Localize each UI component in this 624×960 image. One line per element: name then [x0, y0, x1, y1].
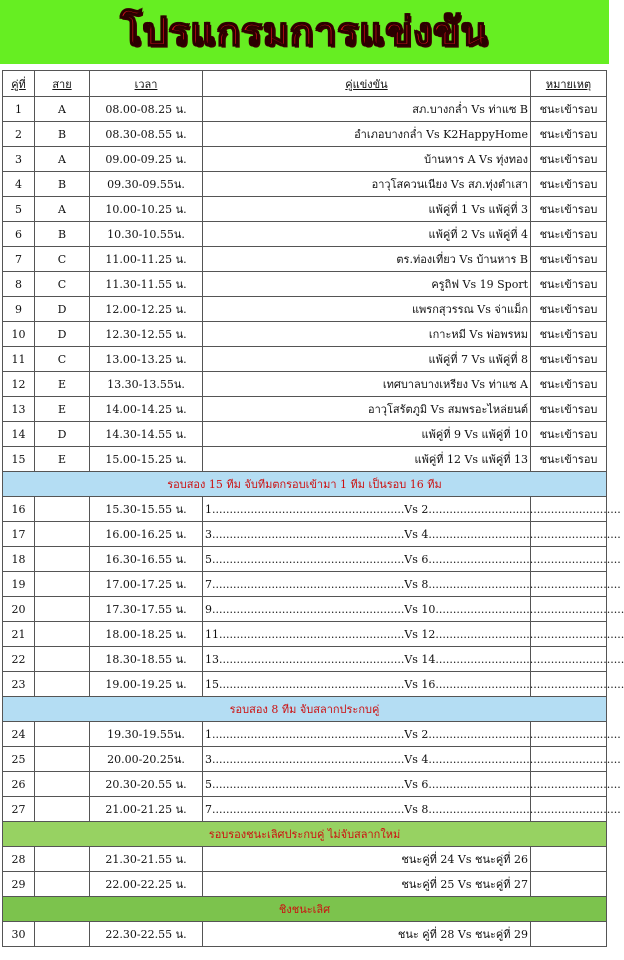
match-number: 14: [3, 422, 35, 447]
time-cell: 19.00-19.25 น.: [90, 672, 203, 697]
table-row: [3, 347, 607, 372]
note-cell: [531, 872, 607, 897]
match-number: 6: [3, 222, 35, 247]
group-cell: E: [35, 372, 90, 397]
table-row: [3, 397, 607, 422]
table-row: [3, 647, 607, 672]
time-cell: 14.30-14.55 น.: [90, 422, 203, 447]
match-cell: เทศบาลบางเหรียง Vs ท่าแซ A: [203, 372, 531, 397]
round-header-row: [3, 897, 607, 922]
match-number: 20: [3, 597, 35, 622]
match-cell: ครูถิฟ Vs 19 Sport: [203, 272, 531, 297]
match-number: 9: [3, 297, 35, 322]
time-cell: 13.30-13.55น.: [90, 372, 203, 397]
group-cell: C: [35, 272, 90, 297]
match-cell: 3.......................................................Vs 4.......................................................: [203, 747, 531, 772]
group-cell: E: [35, 447, 90, 472]
match-number: 29: [3, 872, 35, 897]
match-number: 28: [3, 847, 35, 872]
match-cell: 1.......................................................Vs 2.......................................................: [203, 722, 531, 747]
time-cell: 18.30-18.55 น.: [90, 647, 203, 672]
match-cell: แพ้คู่ที่ 1 Vs แพ้คู่ที่ 3: [203, 197, 531, 222]
match-cell: 7.......................................................Vs 8.......................................................: [203, 572, 531, 597]
match-cell: เกาะหมี Vs พ่อพรหม: [203, 322, 531, 347]
match-cell: แพ้คู่ที่ 2 Vs แพ้คู่ที่ 4: [203, 222, 531, 247]
time-cell: 20.00-20.25น.: [90, 747, 203, 772]
match-cell: แพรกสุวรรณ Vs จ่าแม็ก: [203, 297, 531, 322]
match-number: 19: [3, 572, 35, 597]
group-cell: C: [35, 347, 90, 372]
match-cell: ตร.ท่องเที่ยว Vs บ้านหาร B: [203, 247, 531, 272]
note-cell: ชนะเข้ารอบ: [531, 272, 607, 297]
time-cell: 08.30-08.55 น.: [90, 122, 203, 147]
group-cell: A: [35, 147, 90, 172]
match-cell: แพ้คู่ที่ 12 Vs แพ้คู่ที่ 13: [203, 447, 531, 472]
match-cell: 7.......................................................Vs 8.......................................................: [203, 797, 531, 822]
note-cell: ชนะเข้ารอบ: [531, 247, 607, 272]
round-header-row: [3, 697, 607, 722]
header-time: เวลา: [90, 71, 203, 97]
group-cell: D: [35, 297, 90, 322]
group-cell: [35, 847, 90, 872]
round-header-row: [3, 472, 607, 497]
group-cell: [35, 572, 90, 597]
table-row: [3, 272, 607, 297]
header-sai: สาย: [35, 71, 90, 97]
note-cell: [531, 847, 607, 872]
group-cell: [35, 622, 90, 647]
time-cell: 21.30-21.55 น.: [90, 847, 203, 872]
note-cell: ชนะเข้ารอบ: [531, 147, 607, 172]
round-header: รอบสอง 8 ทีม จับสลากประกบคู่: [3, 697, 607, 722]
match-number: 30: [3, 922, 35, 947]
group-cell: [35, 547, 90, 572]
time-cell: 16.00-16.25 น.: [90, 522, 203, 547]
group-cell: [35, 797, 90, 822]
match-number: 2: [3, 122, 35, 147]
schedule-body: [3, 97, 624, 947]
round-header: รอบสอง 15 ทีม จับทีมตกรอบเข้ามา 1 ทีม เป็นรอบ 16 ทีม: [3, 472, 607, 497]
table-row: [3, 797, 607, 822]
note-cell: ชนะเข้ารอบ: [531, 322, 607, 347]
time-cell: 17.00-17.25 น.: [90, 572, 203, 597]
note-cell: ชนะเข้ารอบ: [531, 372, 607, 397]
group-cell: C: [35, 247, 90, 272]
group-cell: A: [35, 97, 90, 122]
match-cell: ชนะคู่ที่ 24 Vs ชนะคู่ที่ 26: [203, 847, 531, 872]
match-number: 26: [3, 772, 35, 797]
header-match: คู่แข่งขัน: [203, 71, 531, 97]
match-cell: 5.......................................................Vs 6.......................................................: [203, 547, 531, 572]
table-row: [3, 872, 607, 897]
note-cell: ชนะเข้ารอบ: [531, 397, 607, 422]
table-row: [3, 747, 607, 772]
match-number: 5: [3, 197, 35, 222]
note-cell: ชนะเข้ารอบ: [531, 97, 607, 122]
note-cell: ชนะเข้ารอบ: [531, 422, 607, 447]
table-row: [3, 247, 607, 272]
table-row: [3, 122, 607, 147]
table-row: [3, 147, 607, 172]
table-row: [3, 722, 607, 747]
match-number: 8: [3, 272, 35, 297]
match-number: 10: [3, 322, 35, 347]
time-cell: 11.30-11.55 น.: [90, 272, 203, 297]
header-row: [3, 71, 607, 97]
match-cell: 15.....................................................Vs 16......................................................: [203, 672, 531, 697]
table-row: [3, 172, 607, 197]
header-num: คู่ที่: [3, 71, 35, 97]
time-cell: 21.00-21.25 น.: [90, 797, 203, 822]
group-cell: [35, 647, 90, 672]
group-cell: A: [35, 197, 90, 222]
header-note: หมายเหตุ: [531, 71, 607, 97]
table-row: [3, 572, 607, 597]
round-header: ชิงชนะเลิศ: [3, 897, 607, 922]
match-number: 24: [3, 722, 35, 747]
table-row: [3, 97, 607, 122]
table-row: [3, 447, 607, 472]
time-cell: 13.00-13.25 น.: [90, 347, 203, 372]
group-cell: D: [35, 422, 90, 447]
match-number: 4: [3, 172, 35, 197]
note-cell: [531, 922, 607, 947]
match-cell: 11.....................................................Vs 12......................................................: [203, 622, 531, 647]
time-cell: 22.30-22.55 น.: [90, 922, 203, 947]
time-cell: 10.00-10.25 น.: [90, 197, 203, 222]
match-number: 12: [3, 372, 35, 397]
group-cell: [35, 522, 90, 547]
time-cell: 11.00-11.25 น.: [90, 247, 203, 272]
time-cell: 15.30-15.55 น.: [90, 497, 203, 522]
table-row: [3, 197, 607, 222]
match-cell: 13.....................................................Vs 14......................................................: [203, 647, 531, 672]
match-number: 18: [3, 547, 35, 572]
group-cell: [35, 722, 90, 747]
group-cell: [35, 672, 90, 697]
match-number: 11: [3, 347, 35, 372]
table-row: [3, 597, 607, 622]
match-number: 22: [3, 647, 35, 672]
match-cell: 9.......................................................Vs 10......................................................: [203, 597, 531, 622]
table-row: [3, 547, 607, 572]
note-cell: ชนะเข้ารอบ: [531, 347, 607, 372]
group-cell: B: [35, 222, 90, 247]
table-row: [3, 322, 607, 347]
match-number: 25: [3, 747, 35, 772]
group-cell: [35, 872, 90, 897]
time-cell: 16.30-16.55 น.: [90, 547, 203, 572]
time-cell: 18.00-18.25 น.: [90, 622, 203, 647]
group-cell: [35, 772, 90, 797]
group-cell: E: [35, 397, 90, 422]
match-cell: สภ.บางกล่ำ Vs ท่าแซ B: [203, 97, 531, 122]
note-cell: ชนะเข้ารอบ: [531, 122, 607, 147]
time-cell: 12.30-12.55 น.: [90, 322, 203, 347]
table-row: [3, 772, 607, 797]
time-cell: 09.00-09.25 น.: [90, 147, 203, 172]
group-cell: D: [35, 322, 90, 347]
time-cell: 20.30-20.55 น.: [90, 772, 203, 797]
group-cell: [35, 597, 90, 622]
match-number: 17: [3, 522, 35, 547]
time-cell: 17.30-17.55 น.: [90, 597, 203, 622]
time-cell: 15.00-15.25 น.: [90, 447, 203, 472]
round-header: รอบรองชนะเลิศประกบคู่ ไม่จับสลากใหม่: [3, 822, 607, 847]
match-cell: แพ้คู่ที่ 7 Vs แพ้คู่ที่ 8: [203, 347, 531, 372]
match-cell: อาวุโสควนเนียง Vs สภ.ทุ่งตำเสา: [203, 172, 531, 197]
note-cell: ชนะเข้ารอบ: [531, 172, 607, 197]
time-cell: 14.00-14.25 น.: [90, 397, 203, 422]
note-cell: ชนะเข้ารอบ: [531, 447, 607, 472]
page-title: โปรแกรมการแข่งขัน: [120, 10, 489, 55]
time-cell: 10.30-10.55น.: [90, 222, 203, 247]
match-number: 1: [3, 97, 35, 122]
match-cell: 5.......................................................Vs 6.......................................................: [203, 772, 531, 797]
match-cell: อำเภอบางกล่ำ Vs K2HappyHome: [203, 122, 531, 147]
time-cell: 09.30-09.55น.: [90, 172, 203, 197]
match-cell: บ้านหาร A Vs ทุ่งทอง: [203, 147, 531, 172]
match-cell: อาวุโสรัตภูมิ Vs สมพรอะไหล่ยนต์: [203, 397, 531, 422]
match-number: 13: [3, 397, 35, 422]
group-cell: B: [35, 172, 90, 197]
table-row: [3, 297, 607, 322]
match-number: 15: [3, 447, 35, 472]
time-cell: 08.00-08.25 น.: [90, 97, 203, 122]
table-row: [3, 672, 607, 697]
match-number: 3: [3, 147, 35, 172]
table-row: [3, 922, 607, 947]
note-cell: ชนะเข้ารอบ: [531, 222, 607, 247]
note-cell: ชนะเข้ารอบ: [531, 197, 607, 222]
time-cell: 22.00-22.25 น.: [90, 872, 203, 897]
title-banner: [0, 0, 609, 64]
table-row: [3, 497, 607, 522]
schedule-table: [2, 70, 624, 947]
time-cell: 19.30-19.55น.: [90, 722, 203, 747]
table-row: [3, 622, 607, 647]
table-row: [3, 222, 607, 247]
match-number: 21: [3, 622, 35, 647]
match-number: 7: [3, 247, 35, 272]
time-cell: 12.00-12.25 น.: [90, 297, 203, 322]
group-cell: [35, 922, 90, 947]
table-row: [3, 372, 607, 397]
match-cell: แพ้คู่ที่ 9 Vs แพ้คู่ที่ 10: [203, 422, 531, 447]
table-row: [3, 847, 607, 872]
match-cell: ชนะคู่ที่ 25 Vs ชนะคู่ที่ 27: [203, 872, 531, 897]
group-cell: B: [35, 122, 90, 147]
note-cell: ชนะเข้ารอบ: [531, 297, 607, 322]
match-number: 23: [3, 672, 35, 697]
round-header-row: [3, 822, 607, 847]
match-number: 16: [3, 497, 35, 522]
match-cell: ชนะ คู่ที่ 28 Vs ชนะคู่ที่ 29: [203, 922, 531, 947]
match-number: 27: [3, 797, 35, 822]
match-cell: 1.......................................................Vs 2.......................................................: [203, 497, 531, 522]
match-cell: 3.......................................................Vs 4.......................................................: [203, 522, 531, 547]
group-cell: [35, 747, 90, 772]
table-row: [3, 422, 607, 447]
group-cell: [35, 497, 90, 522]
table-row: [3, 522, 607, 547]
